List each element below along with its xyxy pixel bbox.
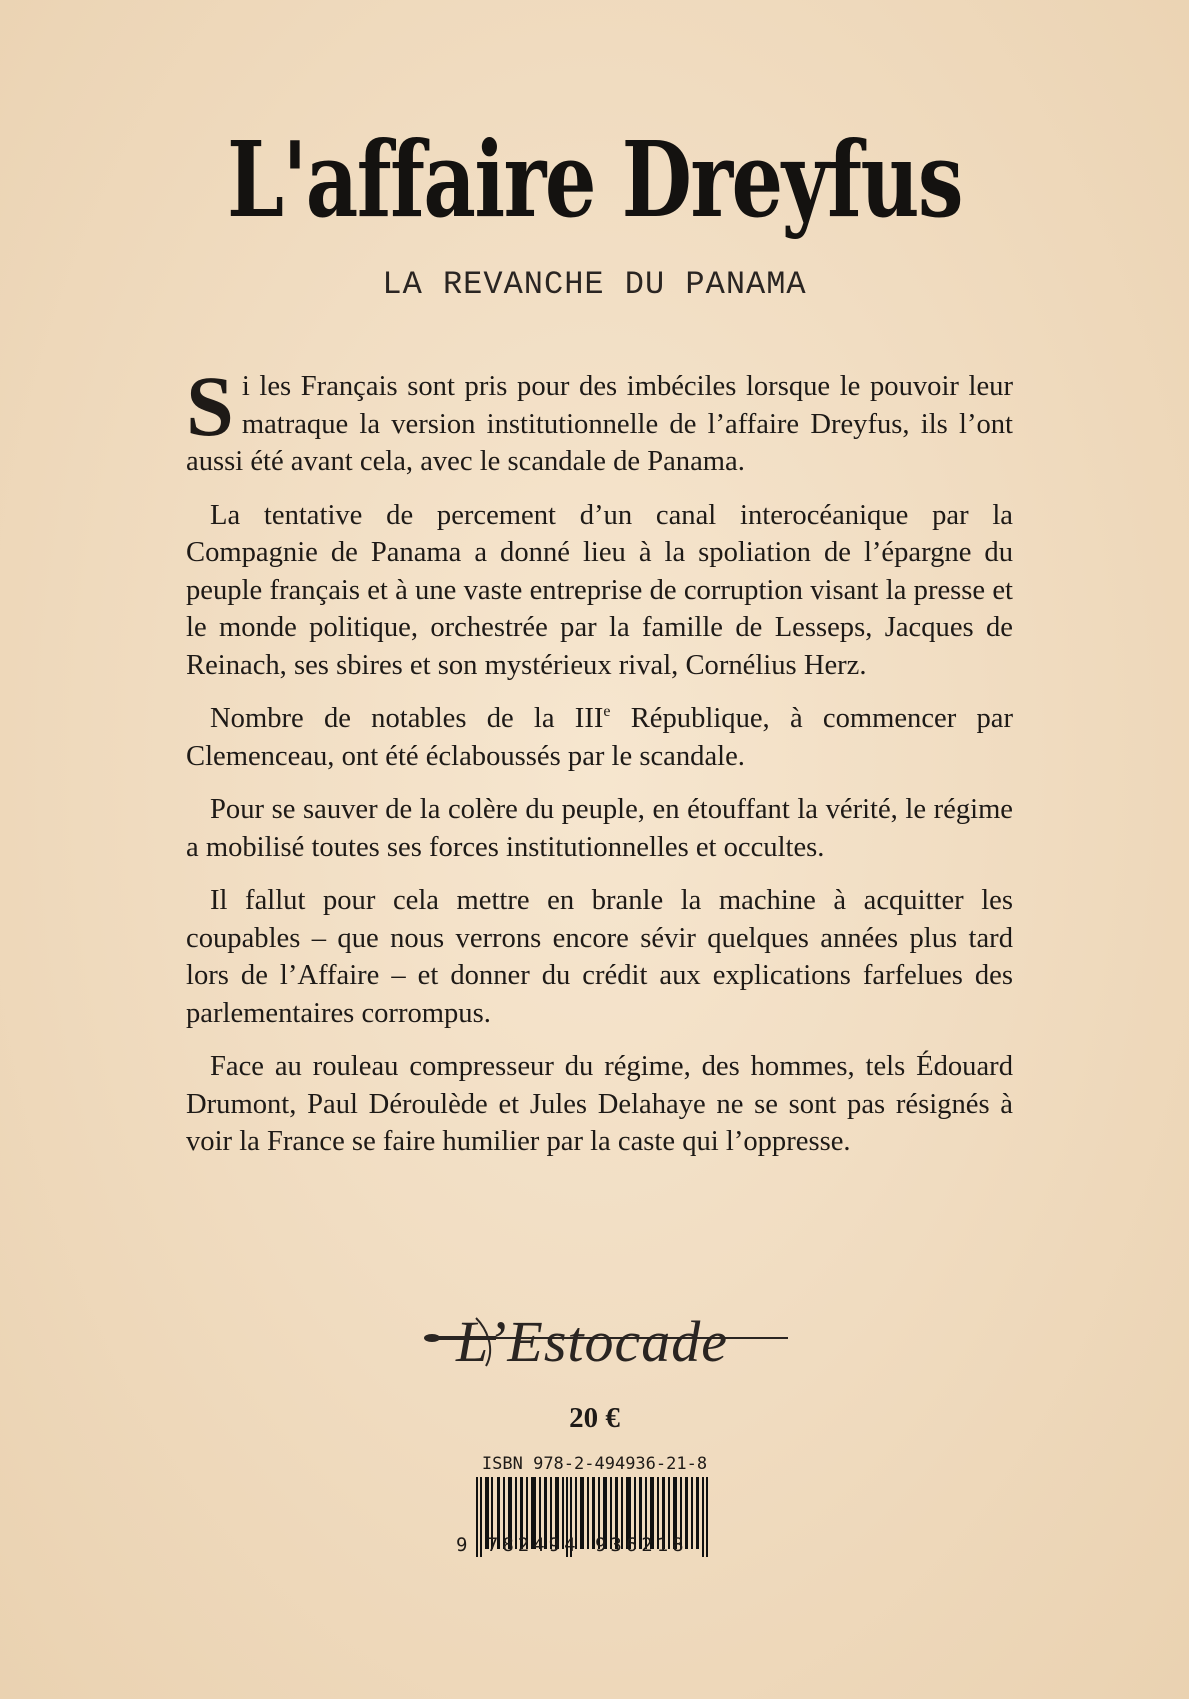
book-subtitle: LA REVANCHE DU PANAMA — [382, 266, 807, 303]
paragraph-3: Nombre de notables de la IIIe République, à commencer par Clemenceau, ont été éclaboussés par le scandale. — [186, 703, 1013, 772]
price: 20 € — [569, 1402, 620, 1434]
barcode-number: 9 782494 936218 — [456, 1534, 688, 1556]
paragraph-1: Si les Français sont pris pour des imbéciles lorsque le pouvoir leur matraque la version institutionnelle de l’affaire Dreyfus, ils l’ont aussi été avant cela, avec le scandale de Panama. — [186, 358, 1013, 477]
paragraph-2: La tentative de percement d’un canal interocéanique par la Compagnie de Panama a donné lieu à la spoliation de l’épargne du peuple français et à une vaste entreprise de corruption visant la presse et le monde politique, orchestrée par la famille de Lesseps, Jacques de Reinach, ses sbires et son mystérieux rival, Cornélius Herz. — [186, 499, 1013, 681]
paragraph-5: Il fallut pour cela mettre en branle la machine à acquitter les coupables – que nous verrons encore sévir quelques années plus tard lors de l’Affaire – et donner du crédit aux explications farfelues des parlementaires corrompus. — [186, 885, 1013, 1029]
drop-cap: S — [186, 358, 234, 454]
back-cover-blurb — [186, 358, 1013, 1177]
publisher-logo — [416, 1308, 791, 1380]
paragraph-6: Face au rouleau compresseur du régime, des hommes, tels Édouard Drumont, Paul Déroulède et Jules Delahaye ne se sont pas résignés à voir la France se faire humilier par la caste qui l’oppresse. — [186, 1051, 1013, 1157]
publisher-name: L’Estocade — [456, 1309, 729, 1374]
book-title: L'affaire Dreyfus — [226, 118, 963, 241]
paragraph-4: Pour se sauver de la colère du peuple, en étouffant la vérité, le régime a mobilisé toutes ses forces institutionnelles et occultes. — [186, 794, 1013, 863]
isbn: ISBN 978-2-494936-21-8 — [481, 1454, 708, 1474]
